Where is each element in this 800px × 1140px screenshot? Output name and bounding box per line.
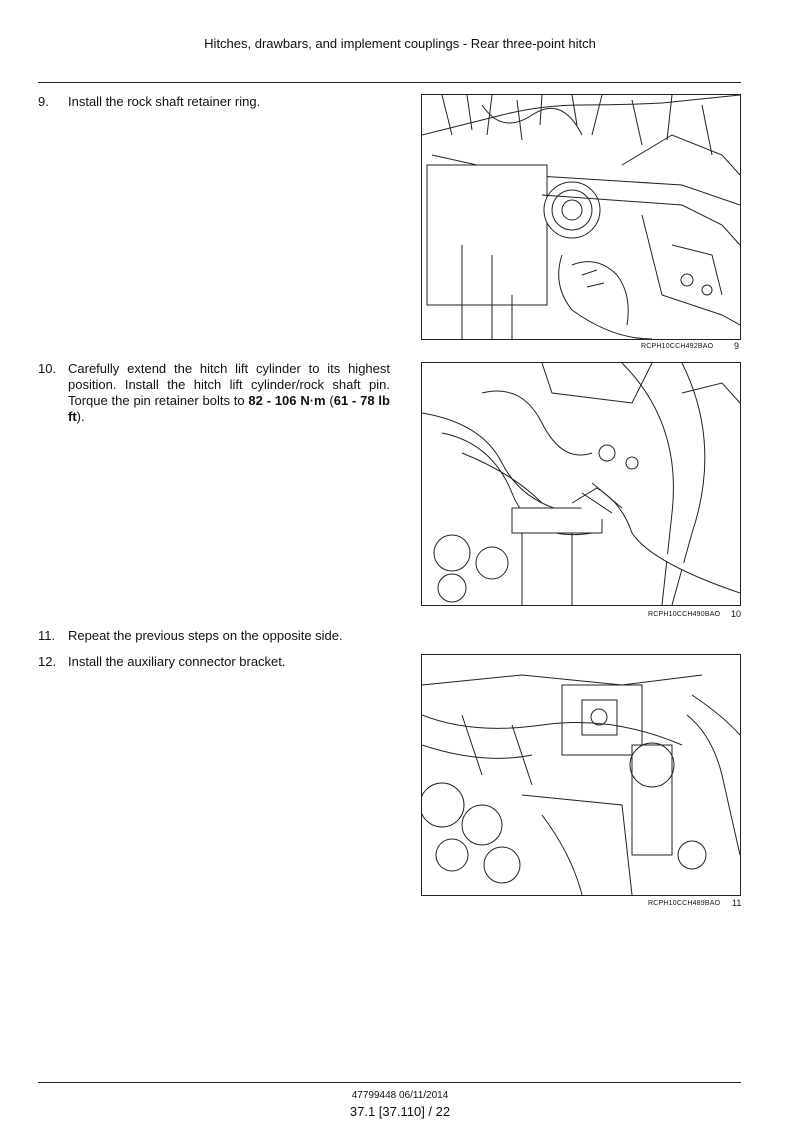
step-10 xyxy=(38,361,390,425)
page-header-title: Hitches, drawbars, and implement couplings - Rear three-point hitch xyxy=(204,36,596,51)
figure-9-number: 9 xyxy=(734,341,740,351)
footer-page-number: 37.1 [37.110] / 22 xyxy=(349,1104,451,1119)
figure-11-number: 11 xyxy=(732,898,742,908)
header-rule xyxy=(38,82,741,83)
step-9 xyxy=(38,94,390,110)
figure-9-code: RCPH10CCH492BAO xyxy=(641,343,714,350)
footer-document-id: 47799448 06/11/2014 xyxy=(351,1090,449,1101)
step-number: 10. xyxy=(38,361,57,376)
figure-10-illustration xyxy=(421,362,741,606)
figure-9-illustration xyxy=(421,94,741,340)
step-text: Install the auxiliary connector bracket. xyxy=(68,654,286,669)
step-number: 11. xyxy=(38,628,56,643)
footer-rule xyxy=(38,1082,741,1083)
step-number: 12. xyxy=(38,654,57,669)
step-12 xyxy=(38,654,390,670)
torque-nm-value: 82 - 106 N·m xyxy=(248,393,326,408)
step-11 xyxy=(38,628,390,644)
step-text: Install the rock shaft retainer ring. xyxy=(68,94,261,109)
figure-10-code: RCPH10CCH490BAO xyxy=(648,611,721,618)
torque-lbft-value: 61 - 78 lb ft xyxy=(68,393,390,424)
step-text: Repeat the previous steps on the opposite side. xyxy=(68,628,343,643)
figure-11-illustration xyxy=(421,654,741,896)
step-text: Carefully extend the hitch lift cylinder to its highest position. Install the hitch lift cylinder/rock shaft pin. Torque the pin retainer bolts to 82 - 106 N·m (61 - 78 lb ft). xyxy=(68,361,390,424)
figure-10-number: 10 xyxy=(731,609,742,619)
figure-11-code: RCPH10CCH489BAO xyxy=(648,900,721,907)
step-number: 9. xyxy=(38,94,49,109)
